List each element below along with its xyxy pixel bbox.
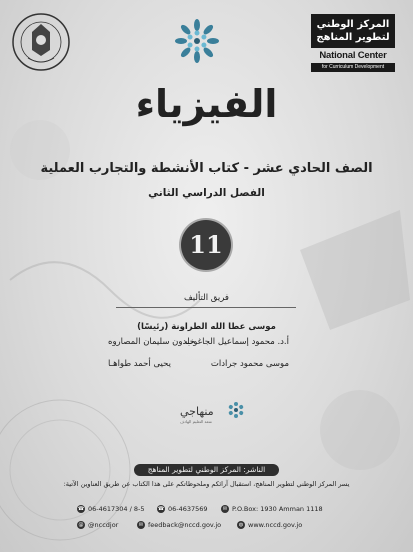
manahiji-tagline: متعة التعليم الهادف [180,419,212,424]
authors-heading: فريق التأليف [184,293,229,303]
author-name: أ.د. محمود إسماعيل الجاغوب [185,337,289,347]
ncc-logo-box [311,14,395,48]
publisher-label: الناشر: المركز الوطني لتطوير المناهج [134,464,279,476]
manahiji-name: منهاجي [180,405,214,418]
contact-phone: ☎ 06-4617304 / 8-5 [77,505,145,513]
feedback-note: يسر المركز الوطني لتطوير المناهج، استقبال آرائكم وملحوظاتكم على هذا الكتاب عن طريق العناوين الآتية: [63,480,350,488]
flower-logo-icon [228,401,244,419]
social-icon: @ [78,522,84,528]
divider [116,307,296,308]
center-emblem [171,15,223,67]
semester-label: الفصل الدراسي الثاني [148,187,265,199]
globe-icon: ◍ [238,522,244,528]
mail-box-icon: ✉ [222,506,228,512]
ministry-logo [10,10,72,78]
ncc-english-name: National Center [319,50,387,61]
ncc-english-subtitle: for Curriculum Development [311,63,395,72]
contact-email[interactable]: ✉ feedback@nccd.gov.jo [138,521,222,529]
lead-author: موسى عطا الله الطراونة (رئيسًا) [137,322,276,332]
flower-logo-icon [171,15,223,67]
book-title: الفيزياء [135,82,278,126]
grade-badge: 11 [181,220,231,270]
author-name: خلدون سليمان المصاروه [108,337,196,347]
contact-pobox: ✉ P.O.Box: 1930 Amman 1118 [222,505,323,513]
fax-icon: ☎ [157,506,165,512]
contact-website[interactable]: ◍ www.nccd.gov.jo [238,521,303,529]
ncc-arabic-name: المركز الوطني لتطوير المناهج [316,19,390,43]
contact-social[interactable]: @ @nccdjor [78,521,119,529]
author-name: موسى محمود جرادات [210,359,289,369]
book-subtitle: الصف الحادي عشر - كتاب الأنشطة والتجارب العملية [40,161,373,176]
manahiji-logo [180,400,240,426]
author-name: يحيى أحمد طواهـا [108,359,171,369]
contact-fax: ☎ 06-4637569 [157,505,208,513]
phone-icon: ☎ [77,506,85,512]
email-icon: ✉ [138,522,144,528]
crest-icon [10,10,72,78]
ncc-logo [311,14,395,76]
